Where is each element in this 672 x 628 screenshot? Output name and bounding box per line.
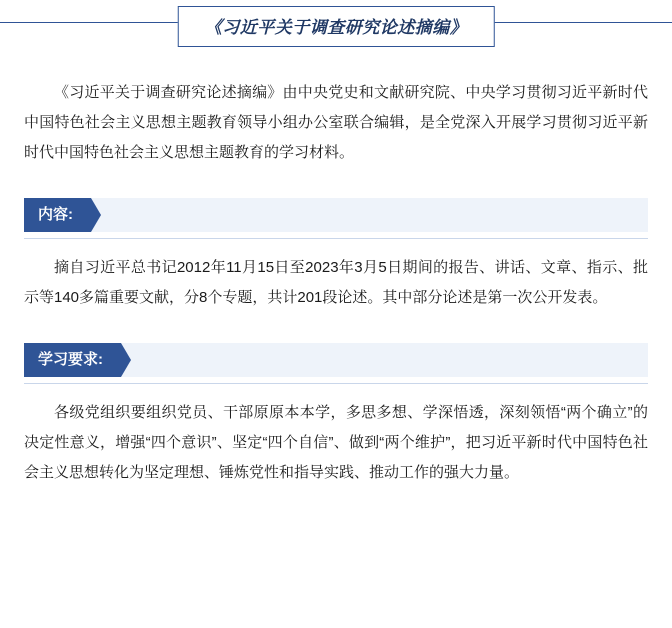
section-content-paragraph: 摘自习近平总书记2012年11月15日至2023年3月5日期间的报告、讲话、文章、指示、批示等140多篇重要文献，分8个专题，共计201段论述。其中部分论述是第一次公开发表。	[24, 259, 648, 306]
header-rule-right	[486, 22, 672, 23]
intro-paragraph: 《习近平关于调查研究论述摘编》由中央党史和文献研究院、中央学习贯彻习近平新时代中国特色社会主义思想主题教育领导小组办公室联合编辑，是全党深入开展学习贯彻习近平新时代中国特色社会主义思想主题教育的学习材料。	[24, 84, 648, 161]
section-content-band	[24, 198, 648, 232]
section-study-requirements	[24, 343, 648, 488]
page-title: 《习近平关于调查研究论述摘编》	[204, 18, 468, 38]
header-rule-left	[0, 22, 186, 23]
document-title-banner	[178, 6, 495, 47]
section-content	[24, 198, 648, 313]
section-study-requirements-paragraph: 各级党组织要组织党员、干部原原本本学，多思多想、学深悟透，深刻领悟“两个确立”的决定性意义，增强“四个意识”、坚定“四个自信”、做到“两个维护”，把习近平新时代中国特色社会主义思想转化为坚定理想、锤炼党性和指导实践、推动工作的强大力量。	[24, 404, 648, 481]
section-study-requirements-underline	[24, 383, 648, 384]
section-content-body	[24, 253, 648, 313]
section-content-underline	[24, 238, 648, 239]
section-study-requirements-label: 学习要求:	[24, 343, 121, 377]
section-content-header	[24, 198, 648, 232]
section-content-label: 内容:	[24, 198, 91, 232]
section-study-requirements-body	[24, 398, 648, 488]
document-content	[24, 78, 648, 488]
section-study-requirements-header	[24, 343, 648, 377]
